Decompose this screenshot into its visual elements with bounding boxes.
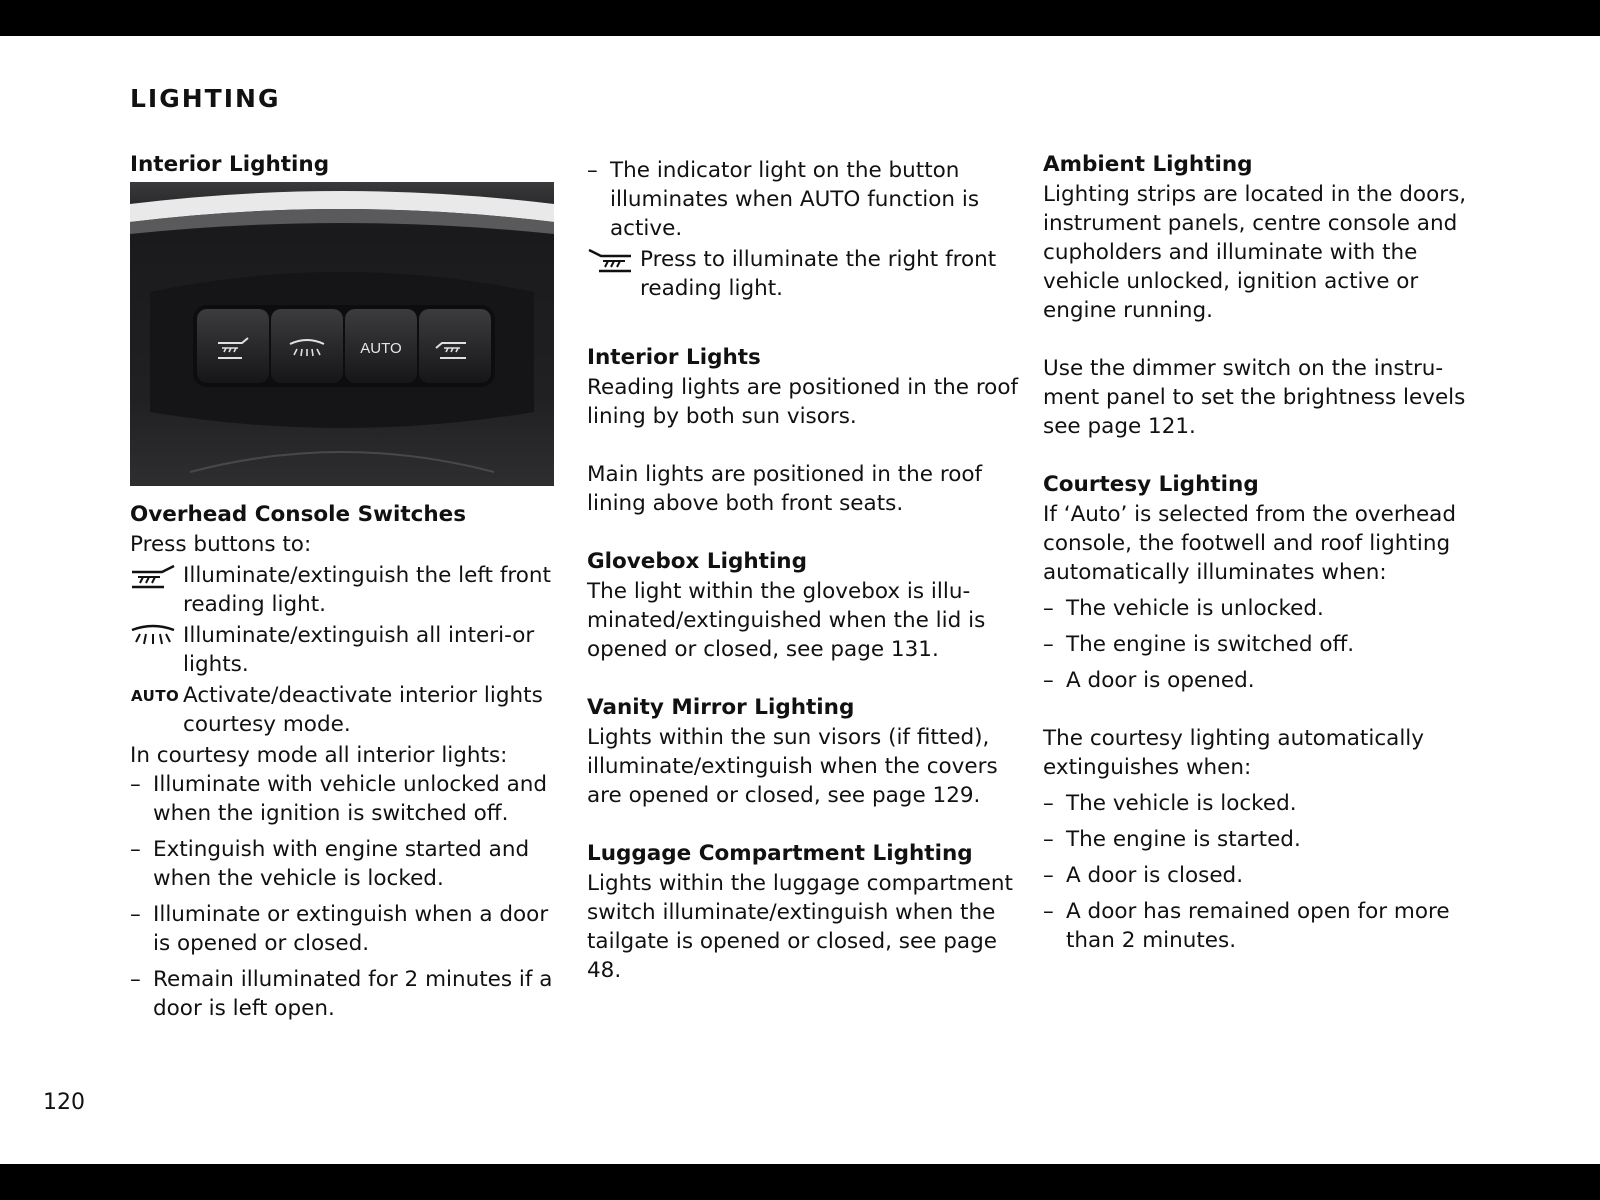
column-2	[587, 156, 1019, 985]
left-reading-light-icon	[130, 564, 176, 590]
press-buttons-text: Press buttons to:	[130, 532, 312, 557]
right-reading-light-icon	[587, 248, 633, 274]
overhead-console-illustration	[130, 182, 554, 486]
list-item: – A door is opened.	[1043, 668, 1255, 693]
switch-auto-text: Activate/deactivate interior lights courtesy mode.	[183, 683, 543, 737]
top-letterbox-bar	[0, 0, 1600, 36]
interior-lighting-heading: Interior Lighting	[130, 152, 330, 177]
column-3	[1043, 150, 1483, 962]
list-item: – Remain illuminated for 2 minutes if a door is left open.	[130, 967, 553, 1021]
illuminates-list	[1043, 594, 1483, 695]
list-item: – Illuminate or extinguish when a door is opened or closed.	[130, 902, 549, 956]
courtesy-mode-list	[130, 770, 554, 1023]
list-item: – Extinguish with engine started and when the vehicle is locked.	[130, 837, 530, 891]
courtesy-intro: In courtesy mode all interior lights:	[130, 743, 508, 768]
interior-lights-heading: Interior Lights	[587, 345, 761, 370]
list-item: – Illuminate with vehicle unlocked and when the ignition is switched off.	[130, 772, 548, 826]
list-item: – A door has remained open for more than 2 minutes.	[1043, 899, 1450, 953]
list-item: – The engine is started.	[1043, 827, 1301, 852]
manual-page	[0, 36, 1600, 1164]
courtesy-text: If ‘Auto’ is selected from the overhead console, the footwell and roof lighting automatically illuminates when:	[1043, 502, 1456, 585]
console-button-right-reading	[419, 309, 491, 383]
ambient-heading: Ambient Lighting	[1043, 152, 1253, 177]
svg-text:AUTO: AUTO	[360, 340, 402, 357]
all-interior-lights-icon	[130, 624, 176, 650]
console-button-left-reading	[197, 309, 269, 383]
glovebox-heading: Glovebox Lighting	[587, 549, 808, 574]
page-number: 120	[43, 1090, 85, 1115]
luggage-text: Lights within the luggage compartment switch illuminate/extinguish when the tailgate is opened or closed, see page 48.	[587, 871, 1013, 983]
glovebox-text: The light within the glovebox is illu-minated/extinguished when the lid is opened or closed, see page 131.	[587, 579, 986, 662]
bottom-letterbox-bar	[0, 1164, 1600, 1200]
luggage-heading: Luggage Compartment Lighting	[587, 841, 973, 866]
list-item: – The engine is switched off.	[1043, 632, 1355, 657]
overhead-console-photo	[130, 182, 554, 486]
list-item: – The vehicle is locked.	[1043, 791, 1297, 816]
interior-lights-text-1: Reading lights are positioned in the roof lining by both sun visors.	[587, 375, 1019, 429]
vanity-heading: Vanity Mirror Lighting	[587, 695, 855, 720]
section-title: LIGHTING	[130, 84, 281, 113]
overhead-console-heading: Overhead Console Switches	[130, 502, 467, 527]
switch-right-reading	[587, 245, 1019, 303]
console-button-all-lights	[271, 309, 343, 383]
switch-all-lights	[130, 621, 554, 679]
indicator-list	[587, 156, 1019, 243]
interior-lights-text-2: Main lights are positioned in the roof lining above both front seats.	[587, 462, 983, 516]
switch-left-reading	[130, 561, 554, 619]
courtesy-heading: Courtesy Lighting	[1043, 472, 1259, 497]
vanity-text: Lights within the sun visors (if fitted), illuminate/extinguish when the covers are opened or closed, see page 129.	[587, 725, 998, 808]
extinguish-list	[1043, 789, 1483, 955]
switch-right-reading-text: Press to illuminate the right front reading light.	[640, 247, 997, 301]
ambient-text: Lighting strips are located in the doors, instrument panels, centre console and cupholders and illuminate with the vehicle unlocked, ignition active or engine running.	[1043, 182, 1467, 323]
list-item: – A door is closed.	[1043, 863, 1244, 888]
list-item: – The vehicle is unlocked.	[1043, 596, 1324, 621]
column-1	[130, 150, 554, 1030]
console-button-auto	[345, 309, 417, 383]
extinguish-text: The courtesy lighting automatically extinguishes when:	[1043, 726, 1424, 780]
list-item: – The indicator light on the button illuminates when AUTO function is active.	[587, 158, 980, 241]
switch-all-lights-text: Illuminate/extinguish all interi-or lights.	[183, 623, 535, 677]
switch-auto	[130, 681, 554, 739]
dimmer-text: Use the dimmer switch on the instru-ment panel to set the brightness levels see page 121.	[1043, 356, 1466, 439]
switch-left-reading-text: Illuminate/extinguish the left front reading light.	[183, 563, 551, 617]
auto-icon: AUTO	[131, 687, 180, 705]
